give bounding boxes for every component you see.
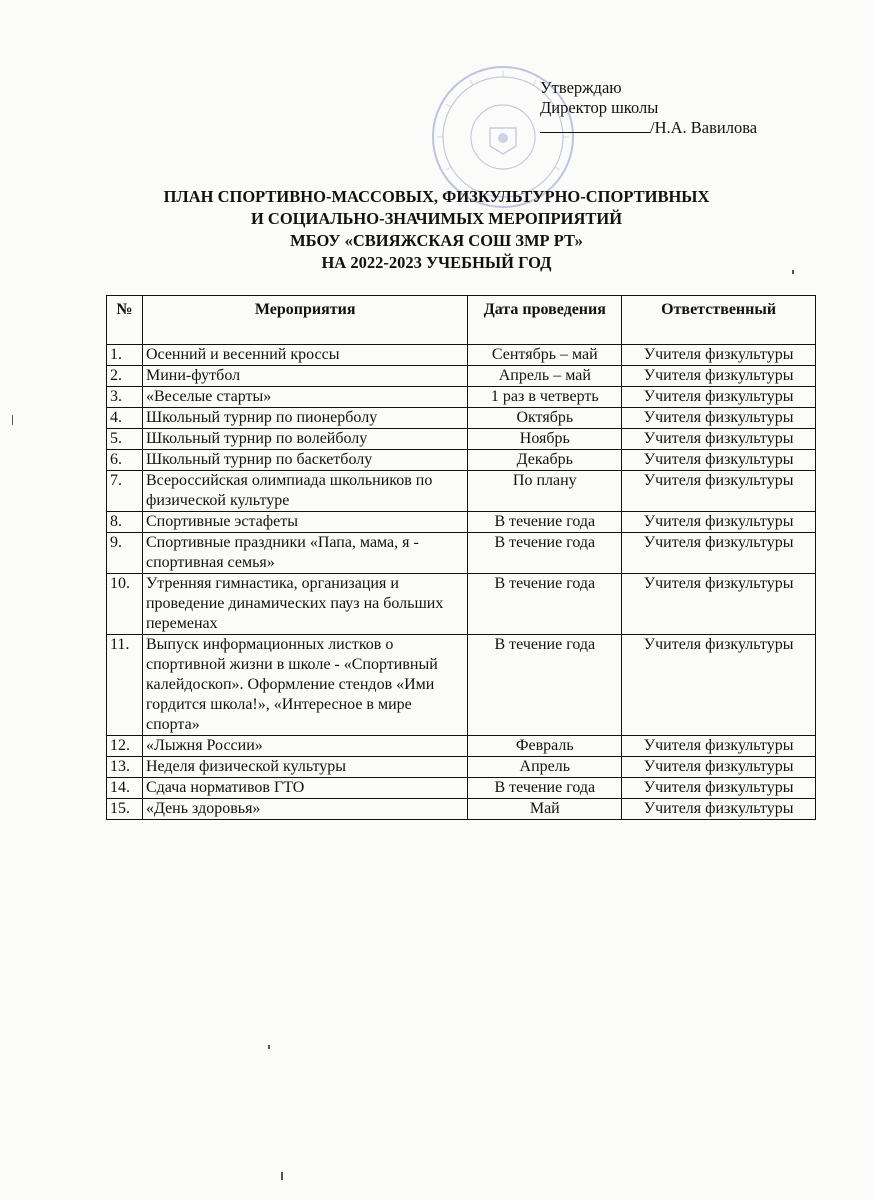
row-responsible: Учителя физкультуры xyxy=(622,471,816,512)
row-responsible: Учителя физкультуры xyxy=(622,799,816,820)
row-event: Школьный турнир по баскетболу xyxy=(142,450,467,471)
row-responsible: Учителя физкультуры xyxy=(622,366,816,387)
row-date: Декабрь xyxy=(468,450,622,471)
row-date: Октябрь xyxy=(468,408,622,429)
row-event: «День здоровья» xyxy=(142,799,467,820)
row-number: 3. xyxy=(107,387,143,408)
approval-signature xyxy=(540,118,757,138)
header-number: № xyxy=(107,296,143,345)
table-row xyxy=(107,512,816,533)
table-row xyxy=(107,408,816,429)
row-number: 11. xyxy=(107,635,143,736)
approval-line-1: Утверждаю xyxy=(540,78,622,97)
title-line-4: НА 2022-2023 УЧЕБНЫЙ ГОД xyxy=(321,253,552,272)
header-date: Дата проведения xyxy=(468,296,622,345)
row-date: Май xyxy=(468,799,622,820)
row-event: Выпуск информационных листков о спортивной жизни в школе - «Спортивный калейдоскоп». Оформление стендов «Ими гордится школа!», «Интересное в мире спорта» xyxy=(142,635,467,736)
table-row xyxy=(107,450,816,471)
row-date: В течение года xyxy=(468,635,622,736)
table-row xyxy=(107,799,816,820)
row-event: Осенний и весенний кроссы xyxy=(142,345,467,366)
title-line-1: ПЛАН СПОРТИВНО-МАССОВЫХ, ФИЗКУЛЬТУРНО-СПОРТИВНЫХ xyxy=(163,187,710,206)
row-responsible: Учителя физкультуры xyxy=(622,778,816,799)
row-number: 6. xyxy=(107,450,143,471)
row-responsible: Учителя физкультуры xyxy=(622,512,816,533)
row-responsible: Учителя физкультуры xyxy=(622,450,816,471)
row-number: 1. xyxy=(107,345,143,366)
header-event: Мероприятия xyxy=(142,296,467,345)
row-date: В течение года xyxy=(468,778,622,799)
row-responsible: Учителя физкультуры xyxy=(622,387,816,408)
row-date: Сентябрь – май xyxy=(468,345,622,366)
row-date: Апрель xyxy=(468,757,622,778)
table-row xyxy=(107,757,816,778)
approval-block xyxy=(540,78,757,138)
scan-speck xyxy=(268,1045,270,1049)
row-responsible: Учителя физкультуры xyxy=(622,408,816,429)
director-name: /Н.А. Вавилова xyxy=(650,118,758,137)
scan-speck xyxy=(281,1172,283,1180)
table-row xyxy=(107,387,816,408)
scan-speck xyxy=(792,270,794,274)
row-responsible: Учителя физкультуры xyxy=(622,574,816,635)
row-event: Школьный турнир по волейболу xyxy=(142,429,467,450)
row-event: Всероссийская олимпиада школьников по физической культуре xyxy=(142,471,467,512)
row-date: Февраль xyxy=(468,736,622,757)
row-number: 7. xyxy=(107,471,143,512)
row-responsible: Учителя физкультуры xyxy=(622,533,816,574)
row-responsible: Учителя физкультуры xyxy=(622,345,816,366)
row-number: 14. xyxy=(107,778,143,799)
events-table xyxy=(106,295,816,820)
table-body xyxy=(107,345,816,820)
table-row xyxy=(107,429,816,450)
row-event: «Лыжня России» xyxy=(142,736,467,757)
table-row xyxy=(107,533,816,574)
approval-line-2: Директор школы xyxy=(540,98,659,117)
row-number: 8. xyxy=(107,512,143,533)
header-responsible: Ответственный xyxy=(622,296,816,345)
row-responsible: Учителя физкультуры xyxy=(622,429,816,450)
table-row xyxy=(107,345,816,366)
row-event: Неделя физической культуры xyxy=(142,757,467,778)
row-responsible: Учителя физкультуры xyxy=(622,635,816,736)
row-date: В течение года xyxy=(468,512,622,533)
row-event: Утренняя гимнастика, организация и проведение динамических пауз на больших переменах xyxy=(142,574,467,635)
row-event: Мини-футбол xyxy=(142,366,467,387)
scan-speck xyxy=(12,415,13,425)
row-date: По плану xyxy=(468,471,622,512)
row-number: 5. xyxy=(107,429,143,450)
row-number: 15. xyxy=(107,799,143,820)
row-number: 4. xyxy=(107,408,143,429)
row-date: В течение года xyxy=(468,574,622,635)
row-number: 2. xyxy=(107,366,143,387)
row-number: 12. xyxy=(107,736,143,757)
row-date: 1 раз в четверть xyxy=(468,387,622,408)
row-event: Спортивные эстафеты xyxy=(142,512,467,533)
row-responsible: Учителя физкультуры xyxy=(622,757,816,778)
table-header-row xyxy=(107,296,816,345)
row-event: Спортивные праздники «Папа, мама, я - спортивная семья» xyxy=(142,533,467,574)
row-responsible: Учителя физкультуры xyxy=(622,736,816,757)
row-date: Ноябрь xyxy=(468,429,622,450)
row-date: В течение года xyxy=(468,533,622,574)
title-line-3: МБОУ «СВИЯЖСКАЯ СОШ ЗМР РТ» xyxy=(290,231,583,250)
table-row xyxy=(107,736,816,757)
page-title xyxy=(0,186,873,274)
title-line-2: И СОЦИАЛЬНО-ЗНАЧИМЫХ МЕРОПРИЯТИЙ xyxy=(250,209,623,228)
row-date: Апрель – май xyxy=(468,366,622,387)
row-event: Школьный турнир по пионерболу xyxy=(142,408,467,429)
table-row xyxy=(107,574,816,635)
table-row xyxy=(107,366,816,387)
table-row xyxy=(107,778,816,799)
table-row xyxy=(107,635,816,736)
row-event: Сдача нормативов ГТО xyxy=(142,778,467,799)
row-number: 13. xyxy=(107,757,143,778)
table-row xyxy=(107,471,816,512)
row-number: 9. xyxy=(107,533,143,574)
signature-line xyxy=(540,118,650,133)
row-event: «Веселые старты» xyxy=(142,387,467,408)
row-number: 10. xyxy=(107,574,143,635)
